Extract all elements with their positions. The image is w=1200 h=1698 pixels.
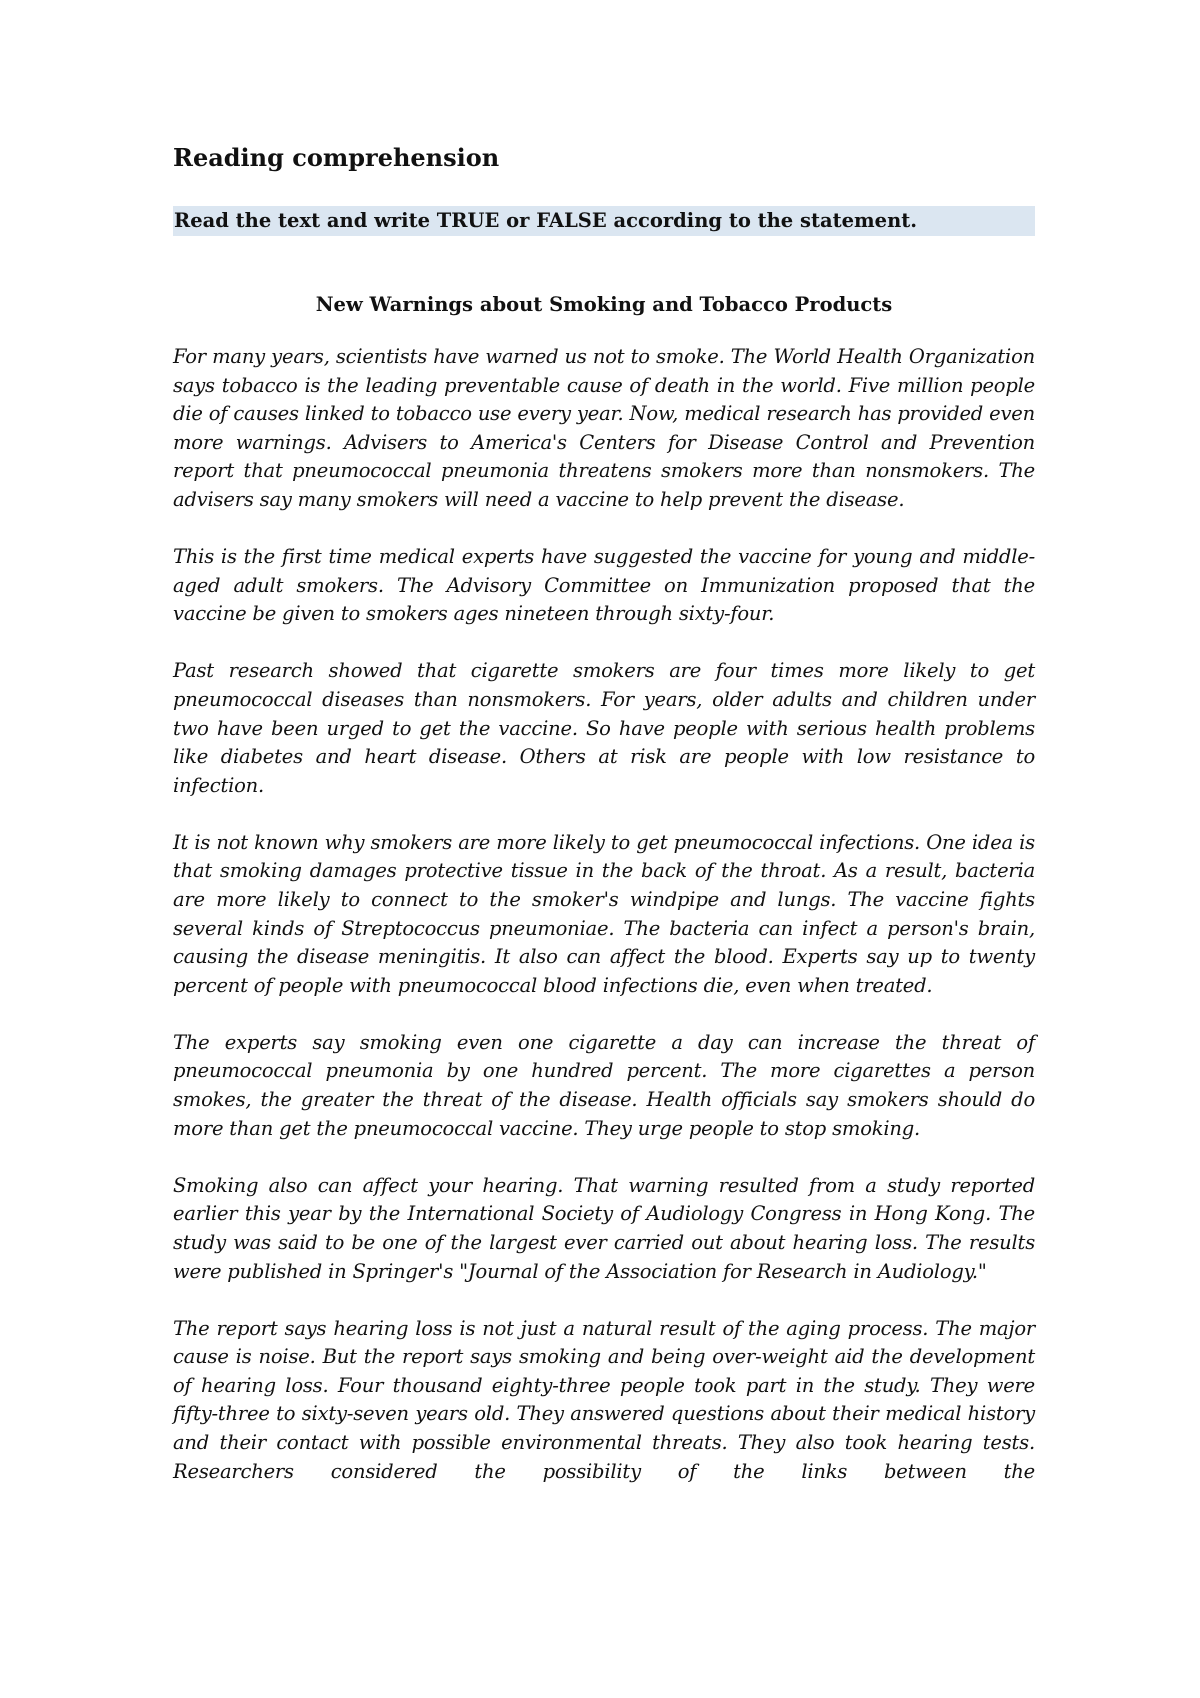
article-paragraph-2: This is the first time medical experts have suggested the vaccine for young and middle-aged adult smokers. The Advisory Committee on Immunization proposed that the vaccine be given to smokers ages nineteen through sixty-four. — [173, 545, 1035, 626]
article-body — [173, 343, 1035, 1486]
document-content — [173, 138, 1035, 1486]
article-paragraph-4: It is not known why smokers are more likely to get pneumococcal infections. One idea is that smoking damages protective tissue in the back of the throat. As a result, bacteria are more likely to connect to the smoker's windpipe and lungs. The vaccine fights several kinds of Streptococcus pneumoniae. The bacteria can infect a person's brain, causing the disease meningitis. It also can affect the blood. Experts say up to twenty percent of people with pneumococcal blood infections die, even when treated. — [173, 830, 1035, 997]
instruction-banner: Read the text and write TRUE or FALSE according to the statement. — [173, 206, 1035, 236]
article-paragraph-7: The report says hearing loss is not just a natural result of the aging process. The major cause is noise. But the report says smoking and being over-weight aid the development of hearing loss. Four thousand eighty-three people took part in the study. They were fifty-three to sixty-seven years old. They answered questions about their medical history and their contact with possible environmental threats. They also took hearing tests. Researchers considered the possibility of the links between the — [173, 1316, 1035, 1483]
article-paragraph-1: For many years, scientists have warned us not to smoke. The World Health Organization says tobacco is the leading preventable cause of death in the world. Five million people die of causes linked to tobacco use every year. Now, medical research has provided even more warnings. Advisers to America's Centers for Disease Control and Prevention report that pneumococcal pneumonia threatens smokers more than nonsmokers. The advisers say many smokers will need a vaccine to help prevent the disease. — [173, 345, 1035, 511]
article-paragraph-3: Past research showed that cigarette smokers are four times more likely to get pneumococcal diseases than nonsmokers. For years, older adults and children under two have been urged to get the vaccine. So have people with serious health problems like diabetes and heart disease. Others at risk are people with low resistance to infection. — [173, 659, 1035, 797]
article-paragraph-5: The experts say smoking even one cigarette a day can increase the threat of pneumococcal pneumonia by one hundred percent. The more cigarettes a person smokes, the greater the threat of the disease. Health officials say smokers should do more than get the pneumococcal vaccine. They urge people to stop smoking. — [173, 1030, 1035, 1140]
article-title: New Warnings about Smoking and Tobacco Products — [315, 293, 893, 316]
page-heading: Reading comprehension — [173, 143, 500, 172]
article-paragraph-6: Smoking also can affect your hearing. That warning resulted from a study reported earlier this year by the International Society of Audiology Congress in Hong Kong. The study was said to be one of the largest ever carried out about hearing loss. The results were published in Springer's "Journal of the Association for Research in Audiology." — [173, 1173, 1035, 1283]
